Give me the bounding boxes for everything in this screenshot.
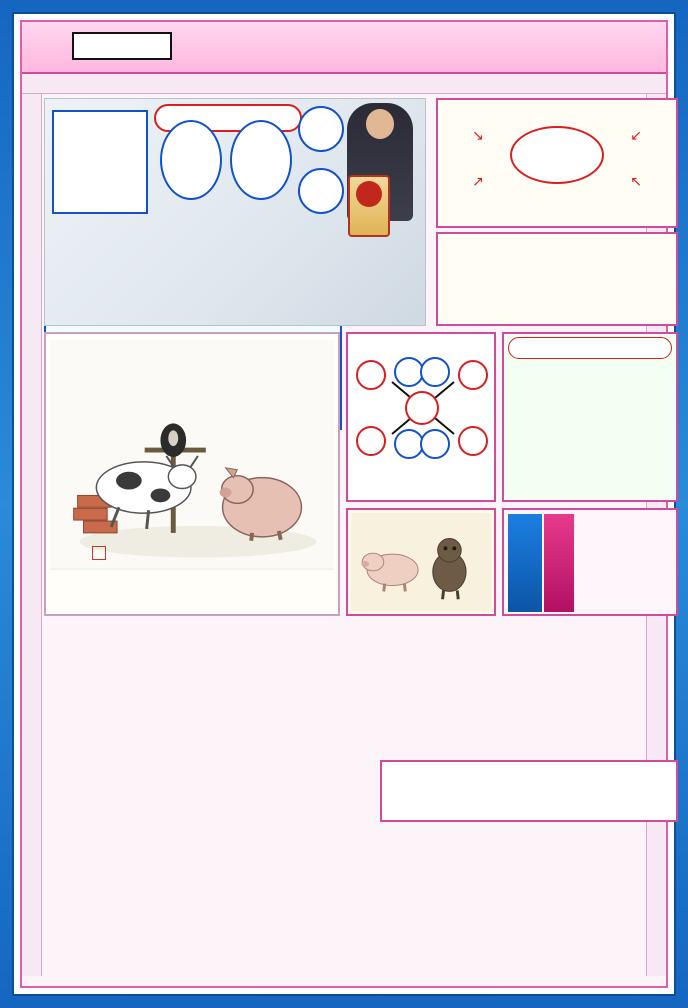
lian-grid	[354, 360, 490, 456]
watermark-strip-top	[22, 74, 666, 94]
lian-number-bottom-left	[356, 426, 386, 456]
arrow-icon: ↘	[472, 128, 484, 144]
tiger-panel	[436, 232, 678, 326]
arrow-icon: ↗	[472, 174, 484, 190]
special-code-oval-1	[160, 120, 222, 200]
lian-char-4	[420, 429, 450, 459]
watermark-strip-left	[22, 94, 42, 976]
paper-sheet	[20, 20, 668, 988]
special-code-title	[52, 110, 148, 214]
issue-number-box	[72, 32, 172, 60]
arrow-icon: ↙	[630, 128, 642, 144]
illustration-panel	[44, 332, 340, 616]
animal-photo	[351, 513, 491, 611]
special-code-oval-2	[230, 120, 292, 200]
special-code-ball-2	[298, 168, 344, 214]
illustration-drawing	[50, 338, 334, 570]
illustration-canvas	[50, 338, 334, 570]
bai-title	[508, 337, 672, 359]
arrow-icon: ↖	[630, 174, 642, 190]
bai-xiaojie-panel	[502, 332, 678, 502]
blank-notes-panel	[380, 760, 678, 822]
lian-center-char	[405, 391, 439, 425]
animal-photo-drawing	[351, 513, 491, 611]
lian-number-top-left	[356, 360, 386, 390]
winning-tips-panel	[502, 508, 678, 616]
page-header	[22, 22, 666, 74]
special-code-ball-1	[298, 106, 344, 152]
zeng-nujie-panel	[436, 98, 678, 228]
zeng-code-oval	[510, 126, 604, 184]
lian-combo-panel	[346, 332, 496, 502]
tips-label-1	[508, 514, 542, 612]
page-inner-frame	[12, 12, 676, 996]
logo-badge-char	[356, 181, 382, 207]
lian-number-top-right	[458, 360, 488, 390]
content-area	[44, 98, 644, 972]
logo-badge	[348, 175, 390, 237]
animal-photo-panel	[346, 508, 496, 616]
tips-label-2	[544, 514, 574, 612]
seal-stamp-icon	[92, 546, 106, 560]
lian-char-2	[420, 357, 450, 387]
lian-number-bottom-right	[458, 426, 488, 456]
